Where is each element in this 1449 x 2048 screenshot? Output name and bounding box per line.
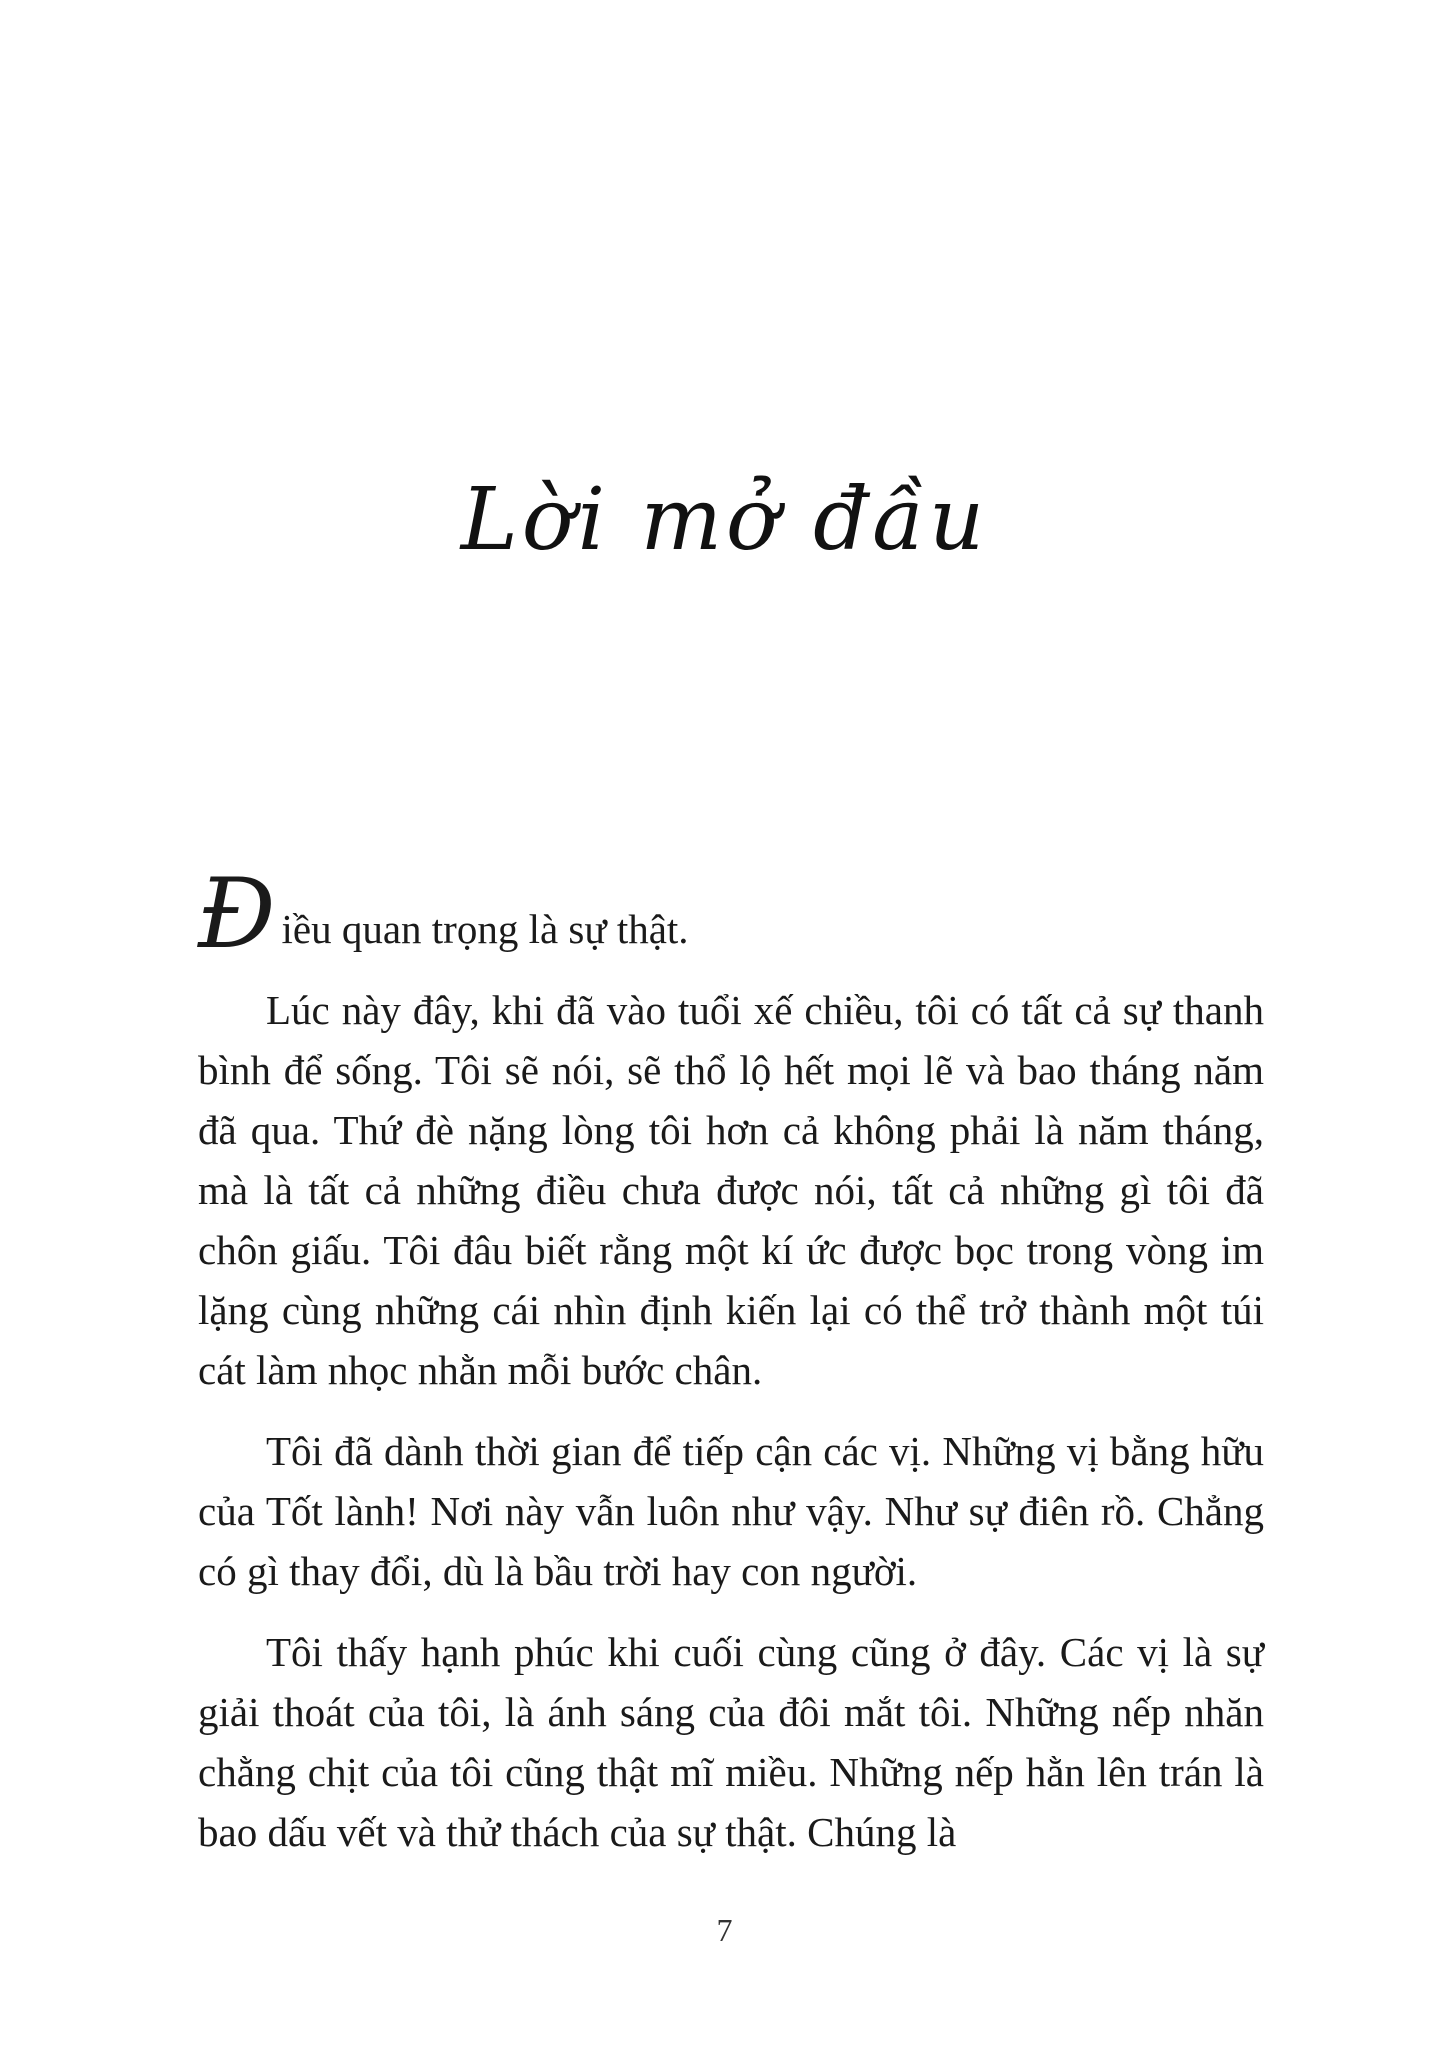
paragraph: Tôi thấy hạnh phúc khi cuối cùng cũng ở đây. Các vị là sự giải thoát của tôi, là ánh sáng của đôi mắt tôi. Những nếp nhăn chằng chịt của tôi cũng thật mĩ miều. Những nếp hằn lên trán là bao dấu vết và thử thách của sự thật. Chúng là (198, 1629, 1264, 1855)
paragraph: Lúc này đây, khi đã vào tuổi xế chiều, tôi có tất cả sự thanh bình để sống. Tôi sẽ nói, sẽ thổ lộ hết mọi lẽ và bao tháng năm đã qua. Thứ đè nặng lòng tôi hơn cả không phải là năm tháng, mà là tất cả những điều chưa được nói, tất cả những gì tôi đã chôn giấu. Tôi đâu biết rằng một kí ức được bọc trong vòng im lặng cùng những cái nhìn định kiến lại có thể trở thành một túi cát làm nhọc nhằn mỗi bước chân. (198, 987, 1264, 1393)
body-text (198, 858, 1264, 1883)
opening-paragraph-text: iều quan trọng là sự thật. (281, 906, 689, 952)
paragraph: Tôi đã dành thời gian để tiếp cận các vị. Những vị bằng hữu của Tốt lành! Nơi này vẫn luôn như vậy. Như sự điên rồ. Chẳng có gì thay đổi, dù là bầu trời hay con người. (198, 1428, 1264, 1594)
chapter-title: Lời mở đầu (460, 470, 989, 570)
page-number: 7 (716, 1912, 733, 1948)
opening-paragraph (198, 858, 1264, 970)
drop-cap: Đ (198, 858, 276, 970)
